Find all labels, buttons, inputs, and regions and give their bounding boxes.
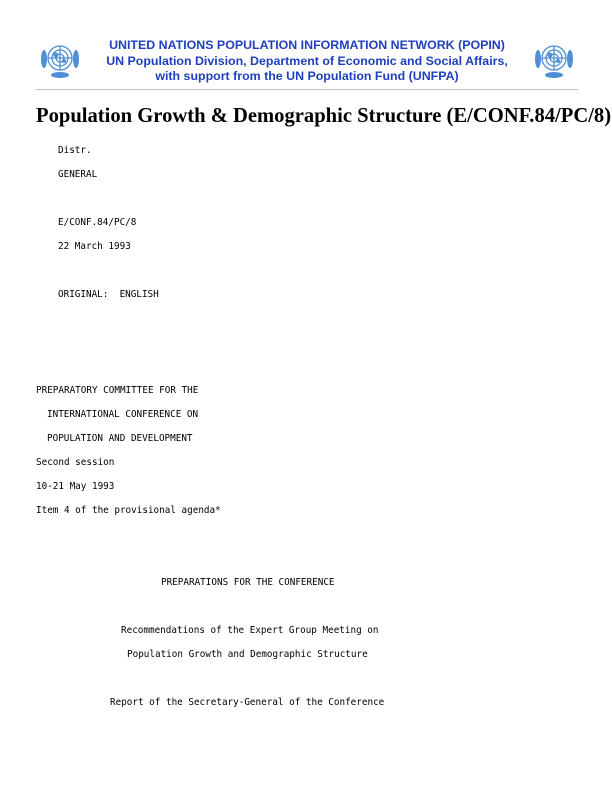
- distribution-label: Distr.: [58, 145, 92, 156]
- committee-line-3: POPULATION AND DEVELOPMENT: [47, 433, 193, 444]
- document-symbol: E/CONF.84/PC/8: [58, 217, 137, 228]
- header-text-block: [88, 38, 526, 85]
- un-emblem-icon: [36, 37, 84, 83]
- subtitle-line-2: Population Growth and Demographic Structure: [127, 649, 368, 660]
- subtitle-line-1: Recommendations of the Expert Group Meeting on: [121, 625, 379, 636]
- session-dates: 10-21 May 1993: [36, 481, 115, 492]
- session-label: Second session: [36, 457, 115, 468]
- distribution-value: GENERAL: [58, 169, 98, 180]
- header-line-3: with support from the UN Population Fund (UNFPA): [155, 69, 459, 83]
- original-language: ORIGINAL: ENGLISH: [58, 289, 159, 300]
- section-heading: PREPARATIONS FOR THE CONFERENCE: [161, 577, 335, 588]
- document-date: 22 March 1993: [58, 241, 131, 252]
- agenda-item: Item 4 of the provisional agenda*: [36, 505, 221, 516]
- popin-header: [36, 35, 578, 90]
- header-line-1: UNITED NATIONS POPULATION INFORMATION NETWORK (POPIN): [109, 38, 505, 52]
- page-title: Population Growth & Demographic Structure (E/CONF.84/PC/8): [36, 105, 612, 127]
- committee-line-2: INTERNATIONAL CONFERENCE ON: [47, 409, 199, 420]
- header-line-2: UN Population Division, Department of Economic and Social Affairs,: [106, 53, 508, 68]
- report-line: Report of the Secretary-General of the Conference: [110, 697, 385, 708]
- committee-line-1: PREPARATORY COMMITTEE FOR THE: [36, 385, 199, 396]
- un-emblem-icon: [530, 37, 578, 83]
